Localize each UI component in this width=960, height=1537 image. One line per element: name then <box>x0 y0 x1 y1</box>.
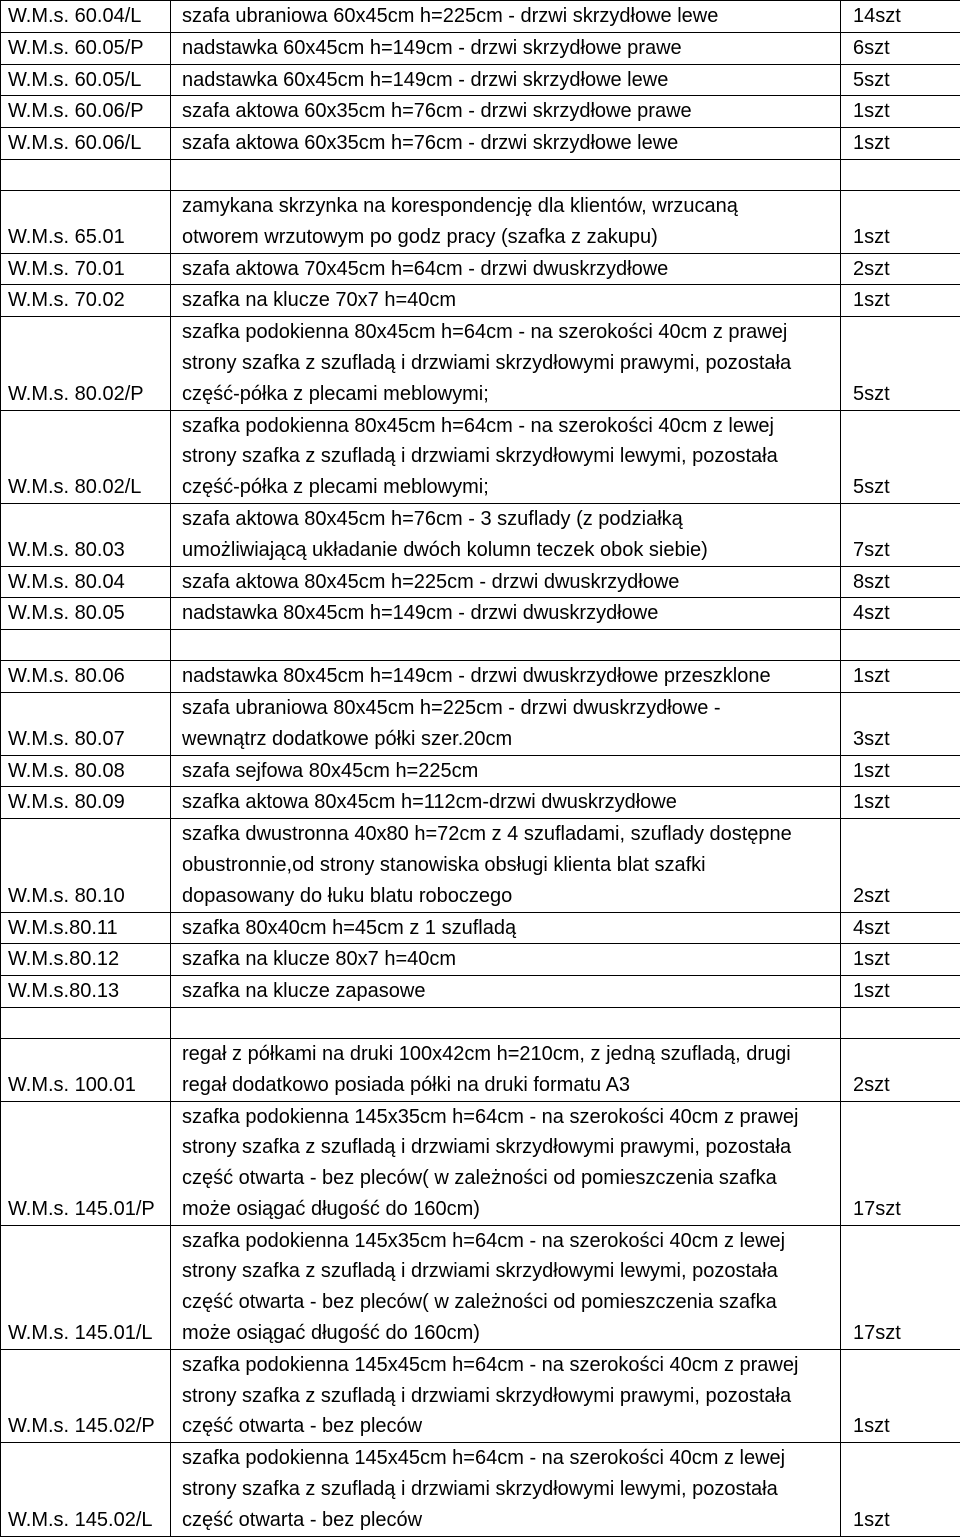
table-row <box>1 128 960 160</box>
description-line: szafka podokienna 80x45cm h=64cm - na szerokości 40cm z prawej <box>182 317 840 348</box>
item-description-cell <box>171 661 841 693</box>
item-code-cell: W.M.s. 70.01 <box>1 253 171 285</box>
item-quantity-cell: 1szt <box>841 96 960 128</box>
table-row <box>1 32 960 64</box>
item-code-cell: W.M.s. 80.07 <box>1 692 171 755</box>
item-quantity-cell: 1szt <box>841 285 960 317</box>
item-code-cell: W.M.s. 100.01 <box>1 1038 171 1101</box>
item-code-cell: W.M.s. 145.01/L <box>1 1225 171 1349</box>
description-line: część-półka z plecami meblowymi; <box>182 472 840 503</box>
item-quantity-cell: 17szt <box>841 1101 960 1225</box>
description-line: otworem wrzutowym po godz pracy (szafka z zakupu) <box>182 222 840 253</box>
item-quantity-cell: 1szt <box>841 190 960 253</box>
description-line: strony szafka z szufladą i drzwiami skrzydłowymi lewymi, pozostała <box>182 1256 840 1287</box>
table-row <box>1 96 960 128</box>
spacer-row <box>1 1007 960 1038</box>
item-code-cell: W.M.s. 80.02/L <box>1 410 171 503</box>
table-row <box>1 285 960 317</box>
item-quantity-cell: 14szt <box>841 1 960 33</box>
description-line: szafka 80x40cm h=45cm z 1 szufladą <box>182 913 840 944</box>
item-quantity-cell: 3szt <box>841 692 960 755</box>
description-line: wewnątrz dodatkowe półki szer.20cm <box>182 724 840 755</box>
item-code-cell: W.M.s. 80.02/P <box>1 317 171 410</box>
description-line: strony szafka z szufladą i drzwiami skrzydłowymi prawymi, pozostała <box>182 348 840 379</box>
description-line: strony szafka z szufladą i drzwiami skrzydłowymi lewymi, pozostała <box>182 441 840 472</box>
item-quantity-cell: 2szt <box>841 1038 960 1101</box>
description-line: szafka na klucze zapasowe <box>182 976 840 1007</box>
item-code-cell: W.M.s. 60.05/L <box>1 64 171 96</box>
description-line: nadstawka 80x45cm h=149cm - drzwi dwuskrzydłowe przeszklone <box>182 661 840 692</box>
description-line: regał dodatkowo posiada półki na druki formatu A3 <box>182 1070 840 1101</box>
description-line: szafka podokienna 145x35cm h=64cm - na szerokości 40cm z lewej <box>182 1226 840 1257</box>
empty-cell <box>841 159 960 190</box>
item-code-cell: W.M.s.80.11 <box>1 912 171 944</box>
item-quantity-cell: 5szt <box>841 410 960 503</box>
item-code-cell: W.M.s. 145.01/P <box>1 1101 171 1225</box>
item-quantity-cell: 2szt <box>841 819 960 912</box>
table-row <box>1 692 960 755</box>
description-line: część otwarta - bez pleców <box>182 1505 840 1536</box>
item-description-cell <box>171 598 841 630</box>
spec-table-body <box>1 1 960 1537</box>
item-code-cell: W.M.s. 60.05/P <box>1 32 171 64</box>
item-description-cell <box>171 566 841 598</box>
item-code-cell: W.M.s.80.12 <box>1 944 171 976</box>
item-quantity-cell: 1szt <box>841 1443 960 1536</box>
table-row <box>1 1038 960 1101</box>
empty-cell <box>1 1007 171 1038</box>
table-row <box>1 819 960 912</box>
table-row <box>1 1225 960 1349</box>
item-description-cell <box>171 1443 841 1536</box>
item-quantity-cell: 4szt <box>841 598 960 630</box>
item-description-cell <box>171 787 841 819</box>
item-quantity-cell: 1szt <box>841 976 960 1008</box>
item-quantity-cell: 5szt <box>841 317 960 410</box>
item-quantity-cell: 1szt <box>841 128 960 160</box>
description-line: szafka podokienna 145x35cm h=64cm - na szerokości 40cm z prawej <box>182 1102 840 1133</box>
empty-cell <box>841 630 960 661</box>
item-quantity-cell: 1szt <box>841 944 960 976</box>
item-quantity-cell: 6szt <box>841 32 960 64</box>
table-row <box>1 912 960 944</box>
table-row <box>1 566 960 598</box>
description-line: szafa aktowa 60x35cm h=76cm - drzwi skrzydłowe prawe <box>182 96 840 127</box>
description-line: umożliwiającą układanie dwóch kolumn teczek obok siebie) <box>182 535 840 566</box>
table-row <box>1 976 960 1008</box>
description-line: szafa ubraniowa 60x45cm h=225cm - drzwi skrzydłowe lewe <box>182 1 840 32</box>
spacer-row <box>1 630 960 661</box>
table-row <box>1 190 960 253</box>
item-description-cell <box>171 253 841 285</box>
item-code-cell: W.M.s. 70.02 <box>1 285 171 317</box>
item-code-cell: W.M.s. 145.02/P <box>1 1349 171 1442</box>
empty-cell <box>171 159 841 190</box>
table-row <box>1 1349 960 1442</box>
description-line: może osiągać długość do 160cm) <box>182 1194 840 1225</box>
table-row <box>1 1 960 33</box>
item-code-cell: W.M.s. 80.08 <box>1 755 171 787</box>
item-description-cell <box>171 64 841 96</box>
item-code-cell: W.M.s. 65.01 <box>1 190 171 253</box>
item-code-cell: W.M.s. 80.03 <box>1 503 171 566</box>
item-quantity-cell: 4szt <box>841 912 960 944</box>
item-quantity-cell: 5szt <box>841 64 960 96</box>
item-description-cell <box>171 944 841 976</box>
item-description-cell <box>171 755 841 787</box>
description-line: szafa aktowa 80x45cm h=225cm - drzwi dwuskrzydłowe <box>182 567 840 598</box>
item-quantity-cell: 17szt <box>841 1225 960 1349</box>
item-description-cell <box>171 912 841 944</box>
item-description-cell <box>171 96 841 128</box>
item-quantity-cell: 1szt <box>841 755 960 787</box>
item-code-cell: W.M.s.80.13 <box>1 976 171 1008</box>
empty-cell <box>1 159 171 190</box>
item-description-cell <box>171 692 841 755</box>
item-quantity-cell: 8szt <box>841 566 960 598</box>
item-description-cell <box>171 819 841 912</box>
description-line: szafka na klucze 80x7 h=40cm <box>182 944 840 975</box>
item-description-cell <box>171 503 841 566</box>
item-code-cell: W.M.s. 80.06 <box>1 661 171 693</box>
description-line: może osiągać długość do 160cm) <box>182 1318 840 1349</box>
description-line: nadstawka 60x45cm h=149cm - drzwi skrzydłowe lewe <box>182 65 840 96</box>
description-line: szafka dwustronna 40x80 h=72cm z 4 szufladami, szuflady dostępne <box>182 819 840 850</box>
description-line: zamykana skrzynka na korespondencję dla klientów, wrzucaną <box>182 191 840 222</box>
description-line: regał z półkami na druki 100x42cm h=210cm, z jedną szufladą, drugi <box>182 1039 840 1070</box>
item-quantity-cell: 1szt <box>841 787 960 819</box>
item-code-cell: W.M.s. 80.05 <box>1 598 171 630</box>
description-line: część otwarta - bez pleców( w zależności od pomieszczenia szafka <box>182 1287 840 1318</box>
description-line: szafka podokienna 145x45cm h=64cm - na szerokości 40cm z lewej <box>182 1443 840 1474</box>
item-code-cell: W.M.s. 80.09 <box>1 787 171 819</box>
table-row <box>1 64 960 96</box>
item-code-cell: W.M.s. 60.06/P <box>1 96 171 128</box>
table-row <box>1 598 960 630</box>
description-line: szafa aktowa 60x35cm h=76cm - drzwi skrzydłowe lewe <box>182 128 840 159</box>
item-description-cell <box>171 410 841 503</box>
item-code-cell: W.M.s. 60.06/L <box>1 128 171 160</box>
description-line: szafa aktowa 80x45cm h=76cm - 3 szuflady (z podziałką <box>182 504 840 535</box>
description-line: dopasowany do łuku blatu roboczego <box>182 881 840 912</box>
table-row <box>1 317 960 410</box>
description-line: część otwarta - bez pleców <box>182 1411 840 1442</box>
item-description-cell <box>171 976 841 1008</box>
table-row <box>1 503 960 566</box>
item-code-cell: W.M.s. 145.02/L <box>1 1443 171 1536</box>
item-code-cell: W.M.s. 80.04 <box>1 566 171 598</box>
table-row <box>1 1443 960 1536</box>
table-row <box>1 253 960 285</box>
description-line: część otwarta - bez pleców( w zależności od pomieszczenia szafka <box>182 1163 840 1194</box>
item-description-cell <box>171 1349 841 1442</box>
item-quantity-cell: 2szt <box>841 253 960 285</box>
item-description-cell <box>171 128 841 160</box>
description-line: szafa sejfowa 80x45cm h=225cm <box>182 756 840 787</box>
description-line: szafka podokienna 80x45cm h=64cm - na szerokości 40cm z lewej <box>182 411 840 442</box>
spacer-row <box>1 159 960 190</box>
empty-cell <box>171 630 841 661</box>
description-line: szafka aktowa 80x45cm h=112cm-drzwi dwuskrzydłowe <box>182 787 840 818</box>
empty-cell <box>1 630 171 661</box>
item-description-cell <box>171 1225 841 1349</box>
table-row <box>1 1101 960 1225</box>
item-description-cell <box>171 190 841 253</box>
description-line: obustronnie,od strony stanowiska obsługi klienta blat szafki <box>182 850 840 881</box>
description-line: nadstawka 60x45cm h=149cm - drzwi skrzydłowe prawe <box>182 33 840 64</box>
item-description-cell <box>171 1 841 33</box>
empty-cell <box>841 1007 960 1038</box>
description-line: nadstawka 80x45cm h=149cm - drzwi dwuskrzydłowe <box>182 598 840 629</box>
item-quantity-cell: 1szt <box>841 661 960 693</box>
item-quantity-cell: 7szt <box>841 503 960 566</box>
item-code-cell: W.M.s. 80.10 <box>1 819 171 912</box>
item-code-cell: W.M.s. 60.04/L <box>1 1 171 33</box>
table-row <box>1 410 960 503</box>
table-row <box>1 755 960 787</box>
description-line: strony szafka z szufladą i drzwiami skrzydłowymi prawymi, pozostała <box>182 1132 840 1163</box>
description-line: szafa aktowa 70x45cm h=64cm - drzwi dwuskrzydłowe <box>182 254 840 285</box>
item-description-cell <box>171 1101 841 1225</box>
table-row <box>1 661 960 693</box>
item-description-cell <box>171 32 841 64</box>
table-row <box>1 787 960 819</box>
description-line: szafa ubraniowa 80x45cm h=225cm - drzwi dwuskrzydłowe - <box>182 693 840 724</box>
description-line: strony szafka z szufladą i drzwiami skrzydłowymi prawymi, pozostała <box>182 1381 840 1412</box>
item-description-cell <box>171 1038 841 1101</box>
item-description-cell <box>171 285 841 317</box>
table-row <box>1 944 960 976</box>
description-line: szafka podokienna 145x45cm h=64cm - na szerokości 40cm z prawej <box>182 1350 840 1381</box>
item-description-cell <box>171 317 841 410</box>
description-line: część-półka z plecami meblowymi; <box>182 379 840 410</box>
description-line: szafka na klucze 70x7 h=40cm <box>182 285 840 316</box>
item-quantity-cell: 1szt <box>841 1349 960 1442</box>
empty-cell <box>171 1007 841 1038</box>
description-line: strony szafka z szufladą i drzwiami skrzydłowymi lewymi, pozostała <box>182 1474 840 1505</box>
